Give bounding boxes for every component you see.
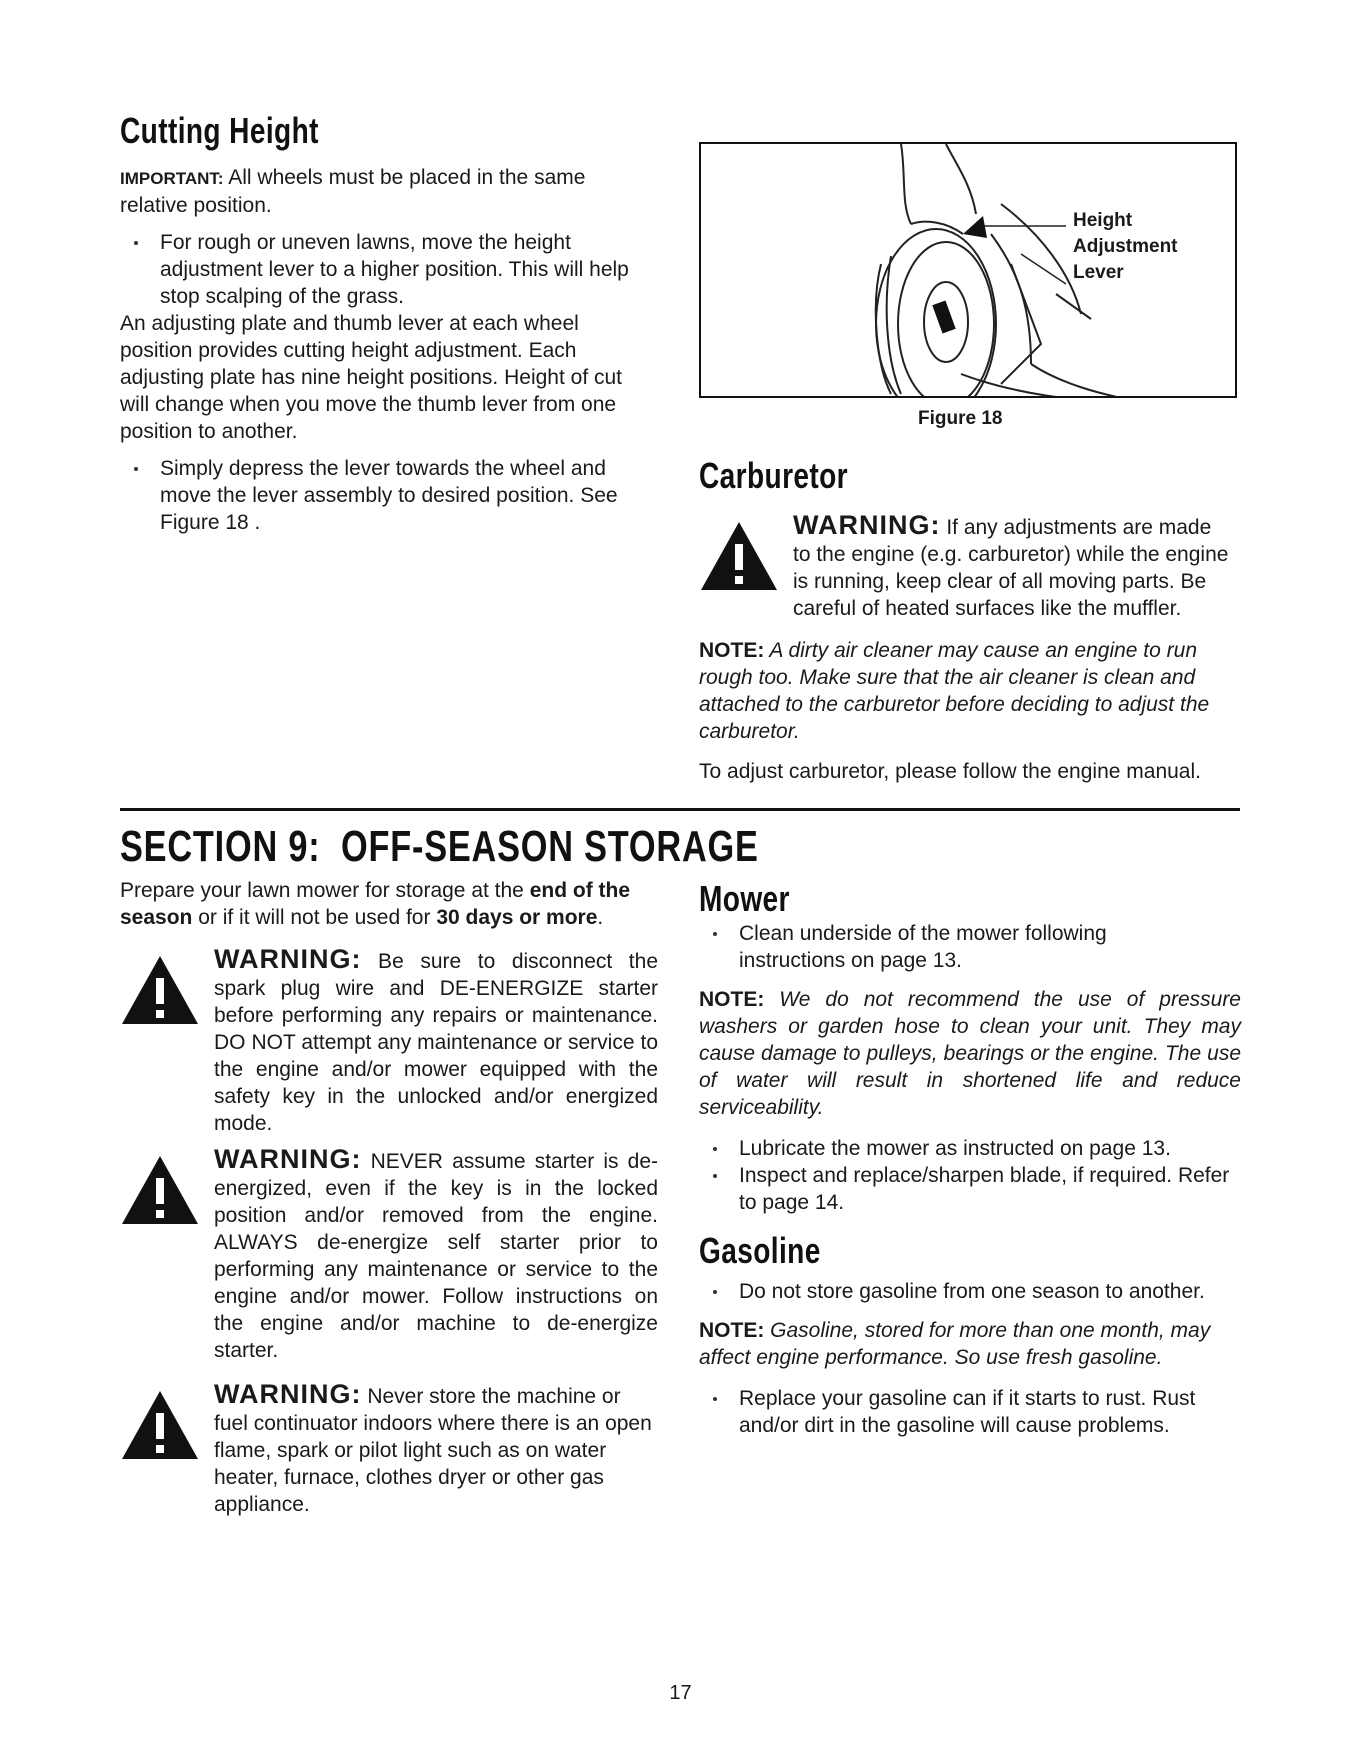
warning-triangle-icon bbox=[120, 954, 200, 1026]
important-note bbox=[120, 164, 655, 219]
section-divider bbox=[120, 808, 1240, 811]
mower-bullet-lubricate: Lubricate the mower as instructed on page 13. bbox=[699, 1135, 1241, 1162]
carburetor-warning-text bbox=[793, 512, 1233, 622]
intro-bold-end-of-season: end of the season bbox=[120, 879, 631, 929]
storage-warning-2 bbox=[120, 1146, 660, 1376]
storage-warning-3-text bbox=[214, 1381, 658, 1518]
mower-note bbox=[699, 986, 1241, 1121]
mower-bullet-blade: Inspect and replace/sharpen blade, if required. Refer to page 14. bbox=[699, 1162, 1241, 1216]
warning-triangle-icon bbox=[699, 520, 779, 592]
mower-bullet-clean: Clean underside of the mower following instructions on page 13. bbox=[699, 920, 1169, 974]
adjusting-plate-paragraph: An adjusting plate and thumb lever at each wheel position provides cutting height adjustment. Each adjusting plate has nine height positions. Height of cut will change when you move the thumb lever from one position to another. bbox=[120, 312, 623, 443]
warning-label: WARNING: bbox=[793, 510, 941, 540]
gasoline-note bbox=[699, 1317, 1241, 1371]
cutting-height-section bbox=[120, 110, 655, 536]
storage-warning-1 bbox=[120, 946, 660, 1136]
figure-18-box bbox=[699, 142, 1237, 398]
height-adjustment-lever-label bbox=[1073, 208, 1178, 286]
warning-label: WARNING: bbox=[214, 1379, 362, 1409]
warning-body: NEVER assume starter is de-energized, even if the key is in the locked position and/or removed from the engine. ALWAYS de-energize self starter prior to performing any maintenance or service to the engine and/or mower. Follow instructions on the engine and/or machine to de-energize starter. bbox=[214, 1150, 658, 1362]
important-label: IMPORTANT: bbox=[120, 169, 224, 188]
label-lever: Lever bbox=[1073, 262, 1124, 283]
intro-part2: or if it will not be used for bbox=[192, 906, 437, 929]
mower-title: Mower bbox=[699, 878, 790, 919]
warning-label: WARNING: bbox=[214, 1144, 362, 1174]
label-height: Height bbox=[1073, 210, 1133, 231]
carburetor-note bbox=[699, 637, 1241, 745]
gasoline-bullet-store: Do not store gasoline from one season to another. bbox=[699, 1278, 1241, 1305]
gasoline-section bbox=[699, 1278, 1241, 1439]
bullet-rough-lawns: For rough or uneven lawns, move the height adjustment lever to a higher position. This will help stop scalping of the grass. bbox=[120, 229, 655, 310]
figure-caption: Figure 18 bbox=[918, 408, 1003, 429]
page-number: 17 bbox=[669, 1682, 692, 1704]
important-text: All wheels must be placed in the same relative position. bbox=[120, 166, 586, 217]
carburetor-title: Carburetor bbox=[699, 455, 849, 496]
warning-triangle-icon bbox=[120, 1389, 200, 1461]
note-body: We do not recommend the use of pressure washers or garden hose to clean your unit. They may cause damage to pulleys, bearings or the engine. The use of water will result in shortened life and reduce serviceability. bbox=[699, 988, 1241, 1119]
warning-label: WARNING: bbox=[214, 944, 362, 974]
warning-body: If any adjustments are made to the engine (e.g. carburetor) while the engine is running, keep clear of all moving parts. Be careful of heated surfaces like the muffler. bbox=[793, 516, 1229, 620]
cutting-height-title: Cutting Height bbox=[120, 110, 319, 151]
bullet-depress-lever: Simply depress the lever towards the wheel and move the lever assembly to desired position. See Figure 18 . bbox=[120, 455, 655, 536]
note-body: A dirty air cleaner may cause an engine to run rough too. Make sure that the air cleaner is clean and attached to the carburetor before deciding to adjust the carburetor. bbox=[699, 639, 1210, 743]
note-label: NOTE: bbox=[699, 988, 765, 1011]
warning-body: Be sure to disconnect the spark plug wire and DE-ENERGIZE starter before performing any repairs or maintenance. DO NOT attempt any maintenance or service to the engine and/or mower equipped with the safety key in the unlocked and/or energized mode. bbox=[214, 950, 658, 1135]
intro-part3: . bbox=[597, 906, 604, 929]
warning-body: Never store the machine or fuel continuator indoors where there is an open flame, spark or pilot light such as on water heater, furnace, clothes dryer or other gas appliance. bbox=[214, 1385, 652, 1516]
intro-bold-30-days: 30 days or more bbox=[436, 906, 598, 929]
intro-part1: Prepare your lawn mower for storage at the bbox=[120, 879, 530, 902]
section-9-title: SECTION 9: OFF-SEASON STORAGE bbox=[120, 822, 759, 871]
carburetor-paragraph: To adjust carburetor, please follow the engine manual. bbox=[699, 760, 1201, 783]
note-label: NOTE: bbox=[699, 639, 765, 662]
gasoline-bullet-replace: Replace your gasoline can if it starts to rust. Rust and/or dirt in the gasoline will cause problems. bbox=[699, 1385, 1209, 1439]
note-label: NOTE: bbox=[699, 1319, 765, 1342]
storage-warning-2-text bbox=[214, 1146, 658, 1364]
storage-warning-1-text bbox=[214, 946, 658, 1137]
mower-section bbox=[699, 920, 1241, 1216]
carburetor-warning bbox=[699, 512, 1235, 624]
note-body: Gasoline, stored for more than one month, may affect engine performance. So use fresh gasoline. bbox=[699, 1319, 1211, 1369]
storage-intro bbox=[120, 877, 660, 931]
label-adjustment: Adjustment bbox=[1073, 236, 1178, 257]
warning-triangle-icon bbox=[120, 1154, 200, 1226]
gasoline-title: Gasoline bbox=[699, 1230, 821, 1271]
storage-warning-3 bbox=[120, 1381, 660, 1521]
